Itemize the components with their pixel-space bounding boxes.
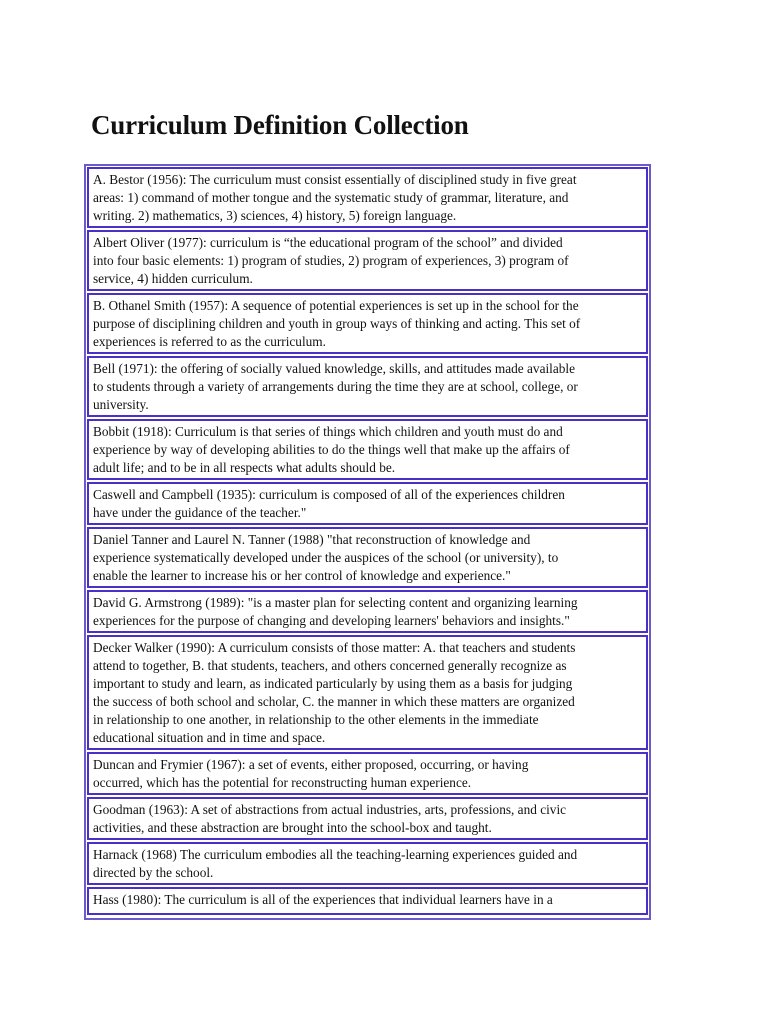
definition-line: in relationship to one another, in relationship to the other elements in the immediate — [93, 712, 539, 727]
definition-line: purpose of disciplining children and youth in group ways of thinking and acting. This set of — [93, 316, 581, 331]
definition-line: into four basic elements: 1) program of studies, 2) program of experiences, 3) program of — [93, 253, 569, 268]
definition-cell — [87, 797, 648, 840]
definition-line: service, 4) hidden curriculum. — [93, 271, 253, 286]
definition-line: educational situation and in time and space. — [93, 730, 326, 745]
definition-line: Decker Walker (1990): A curriculum consists of those matter: A. that teachers and students — [93, 640, 576, 655]
definition-cell — [87, 356, 648, 417]
definition-line: David G. Armstrong (1989): "is a master plan for selecting content and organizing learning — [93, 595, 578, 610]
definition-line: the success of both school and scholar, C. the manner in which these matters are organized — [93, 694, 575, 709]
definition-line: experience by way of developing abilities to do the things well that make up the affairs of — [93, 442, 570, 457]
page-title: Curriculum Definition Collection — [91, 110, 469, 140]
definition-line: experiences is referred to as the curriculum. — [93, 334, 326, 349]
definition-cell — [87, 419, 648, 480]
definition-line: adult life; and to be in all respects what adults should be. — [93, 460, 396, 475]
definition-line: to students through a variety of arrangements during the time they are at school, college, or — [93, 379, 578, 394]
definition-line: occurred, which has the potential for reconstructing human experience. — [93, 775, 472, 790]
definition-line: Harnack (1968) The curriculum embodies all the teaching-learning experiences guided and — [93, 847, 578, 862]
definition-cell — [87, 527, 648, 588]
definition-line: Bell (1971): the offering of socially valued knowledge, skills, and attitudes made available — [93, 361, 576, 376]
definition-line: Caswell and Campbell (1935): curriculum is composed of all of the experiences children — [93, 487, 565, 502]
definition-cell — [87, 887, 648, 915]
definition-cell — [87, 752, 648, 795]
definition-line: directed by the school. — [93, 865, 214, 880]
definition-line: areas: 1) command of mother tongue and the systematic study of grammar, literature, and — [93, 190, 569, 205]
definition-line: Hass (1980): The curriculum is all of the experiences that individual learners have in a — [93, 892, 553, 907]
definition-line: Bobbit (1918): Curriculum is that series of things which children and youth must do and — [93, 424, 563, 439]
definition-line: important to study and learn, as indicated particularly by using them as a basis for judging — [93, 676, 573, 691]
definition-line: experience systematically developed under the auspices of the school (or university), to — [93, 550, 559, 565]
definition-cell — [87, 590, 648, 633]
definition-line: experiences for the purpose of changing and developing learners' behaviors and insights." — [93, 613, 570, 628]
definition-cell — [87, 635, 648, 750]
definition-line: Albert Oliver (1977): curriculum is “the educational program of the school” and divided — [93, 235, 563, 250]
definitions-table — [84, 164, 651, 920]
definition-line: enable the learner to increase his or her control of knowledge and experience." — [93, 568, 511, 583]
definition-line: have under the guidance of the teacher." — [93, 505, 307, 520]
definition-cell — [87, 842, 648, 885]
definition-cell — [87, 230, 648, 291]
definition-line: university. — [93, 397, 149, 412]
definition-cell — [87, 167, 648, 228]
definition-line: Duncan and Frymier (1967): a set of events, either proposed, occurring, or having — [93, 757, 529, 772]
definition-line: Goodman (1963): A set of abstractions from actual industries, arts, professions, and civic — [93, 802, 567, 817]
definition-line: Daniel Tanner and Laurel N. Tanner (1988) "that reconstruction of knowledge and — [93, 532, 531, 547]
definition-line: B. Othanel Smith (1957): A sequence of potential experiences is set up in the school for the — [93, 298, 579, 313]
definition-cell — [87, 482, 648, 525]
definition-line: attend to together, B. that students, teachers, and others concerned generally recognize as — [93, 658, 567, 673]
definition-line: writing. 2) mathematics, 3) sciences, 4) history, 5) foreign language. — [93, 208, 457, 223]
definition-cell — [87, 293, 648, 354]
definition-line: activities, and these abstraction are brought into the school-box and taught. — [93, 820, 492, 835]
definition-line: A. Bestor (1956): The curriculum must consist essentially of disciplined study in five great — [93, 172, 577, 187]
